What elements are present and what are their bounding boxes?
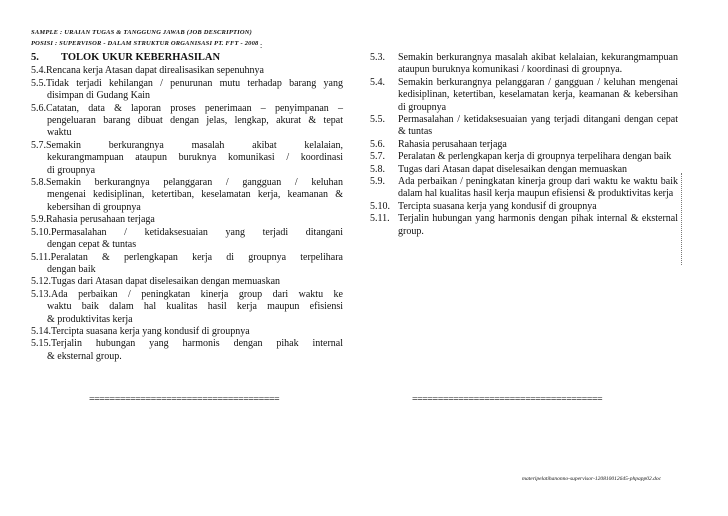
item-text: Tugas dari Atasan dapat diselesaikan dengan memuaskan bbox=[51, 276, 281, 288]
footer-filename: materipelatihanonno-supervisor-120810012645-phpapp02.doc bbox=[522, 476, 662, 482]
item-text: Permasalahan / ketidaksesuaian yang terjadi ditangani bbox=[51, 226, 343, 238]
item-text: Semakin berkurangnya pelanggaran / gangguan / keluhan mengenai kedisiplinan, ketertiban, keselamatan kerja, keamanan & kebersihan di groupnya bbox=[398, 76, 678, 113]
left-list-item bbox=[31, 338, 343, 363]
item-text: Semakin berkurangnya pelanggaran / gangguan / keluhan bbox=[46, 177, 343, 189]
item-number: 5.4. bbox=[31, 65, 46, 77]
left-list-item bbox=[31, 289, 343, 326]
right-item-list bbox=[370, 52, 678, 238]
item-number: 5.8. bbox=[370, 163, 385, 175]
left-list-item bbox=[31, 140, 343, 177]
item-number: 5.6. bbox=[370, 138, 385, 150]
item-number: 5.7. bbox=[370, 151, 385, 163]
right-list-item bbox=[370, 201, 678, 213]
item-continuation: kebersihan di groupnya bbox=[47, 201, 141, 213]
item-number: 5.3. bbox=[370, 52, 385, 63]
item-number: 5.8. bbox=[31, 177, 46, 189]
left-item-list bbox=[31, 65, 343, 363]
left-list-item bbox=[31, 252, 343, 277]
right-list-item bbox=[370, 176, 678, 201]
right-list-item bbox=[370, 52, 678, 77]
item-number: 5.11. bbox=[370, 213, 390, 225]
left-list-item bbox=[31, 214, 343, 226]
left-list-item bbox=[31, 326, 343, 338]
item-text: Terjalin hubungan yang harmonis dengan pihak internal & eksternal group. bbox=[398, 213, 678, 237]
item-number: 5.7. bbox=[31, 139, 46, 151]
item-continuation: dengan cepat & tuntas bbox=[47, 239, 137, 251]
item-continuation: di groupnya bbox=[47, 164, 96, 176]
item-number: 5.6. bbox=[31, 102, 46, 114]
item-text: Peralatan & perlengkapan kerja di groupnya terpelihara bbox=[50, 251, 343, 263]
item-text: Semakin berkurangnya masalah akibat kelalaian, bbox=[46, 139, 343, 151]
right-list-item bbox=[370, 139, 678, 151]
left-list-item bbox=[31, 103, 343, 140]
item-text: Tugas dari Atasan dapat diselesaikan dengan memuaskan bbox=[398, 163, 628, 175]
item-text: Terjalin hubungan yang harmonis dengan pihak internal bbox=[51, 338, 343, 350]
item-number: 5.5. bbox=[370, 114, 385, 126]
item-text: Ada perbaikan / peningkatan kinerja group dari waktu ke waktu baik dalam hal kualitas hasil kerja maupun efisiensi & produktivitas kerja bbox=[398, 176, 678, 200]
item-continuation: kekurangmampuan ataupun buruknya komunikasi / koordinasi bbox=[47, 152, 343, 164]
section-title: TOLOK UKUR KEBERHASILAN bbox=[61, 52, 221, 63]
item-continuation: & produktivitas kerja bbox=[47, 313, 133, 325]
item-text: Ada perbaikan / peningkatan kinerja group dari waktu ke bbox=[51, 288, 343, 300]
left-list-item bbox=[31, 65, 343, 77]
separator-right: ===================================== bbox=[412, 394, 603, 405]
item-continuation: pengeluaran barang dibuat dengan jelas, lengkap, akurat & tepat bbox=[47, 115, 343, 127]
right-list-item bbox=[370, 164, 678, 176]
item-number: 5.15. bbox=[31, 338, 51, 350]
right-list-item bbox=[370, 151, 678, 163]
item-text: Tidak terjadi kehilangan / penurunan mutu terhadap barang yang bbox=[46, 77, 343, 89]
header-line-2: POSISI : SUPERVISOR - DALAM STRUKTUR ORGANISASI PT. FFT - 2008 bbox=[31, 40, 259, 47]
item-text: Rahasia perusahaan terjaga bbox=[398, 138, 507, 150]
right-list-item bbox=[370, 114, 678, 139]
item-text: Rahasia perusahaan terjaga bbox=[46, 214, 155, 226]
header-line-1: SAMPLE : URAIAN TUGAS & TANGGUNG JAWAB (JOB DESCRIPTION) bbox=[31, 29, 253, 36]
item-number: 5.11. bbox=[31, 251, 51, 263]
item-continuation: waktu bbox=[47, 127, 72, 139]
left-list-item bbox=[31, 78, 343, 103]
item-number: 5.14. bbox=[31, 325, 51, 337]
section-heading bbox=[31, 52, 343, 64]
item-text: Tercipta suasana kerja yang kondusif di groupnya bbox=[51, 325, 250, 337]
item-continuation: waktu baik dalam hal kualitas hasil kerja maupun efisiensi bbox=[47, 301, 343, 313]
item-number: 5.9. bbox=[370, 176, 385, 188]
item-number: 5.9. bbox=[31, 214, 46, 226]
item-number: 5.5. bbox=[31, 77, 46, 89]
item-text: Semakin berkurangnya masalah akibat kelalaian, kekurangmampuan ataupun buruknya komunikasi / koordinasi di groupnya. bbox=[398, 52, 678, 76]
item-text: Catatan, data & laporan proses penerimaan – penyimpanan – bbox=[46, 102, 343, 114]
item-continuation: disimpan di Gudang Kain bbox=[47, 90, 151, 102]
right-column bbox=[370, 52, 678, 238]
item-number: 5.10. bbox=[370, 200, 390, 212]
item-number: 5.4. bbox=[370, 76, 385, 88]
item-continuation: mengenai kedisiplinan, ketertiban, keselamatan kerja, keamanan & bbox=[47, 189, 343, 201]
item-continuation: dengan baik bbox=[47, 263, 96, 275]
item-text: Peralatan & perlengkapan kerja di groupnya terpelihara dengan baik bbox=[398, 151, 672, 163]
item-number: 5.12. bbox=[31, 276, 51, 288]
section-number: 5. bbox=[31, 52, 39, 63]
right-list-item bbox=[370, 213, 678, 238]
left-list-item bbox=[31, 177, 343, 214]
item-text: Tercipta suasana kerja yang kondusif di groupnya bbox=[398, 200, 597, 212]
item-text: Permasalahan / ketidaksesuaian yang terjadi ditangani dengan cepat & tuntas bbox=[398, 114, 678, 138]
right-list-item bbox=[370, 77, 678, 114]
dotted-margin-line bbox=[681, 173, 682, 265]
header-mark: : bbox=[260, 41, 263, 50]
item-continuation: & eksternal group. bbox=[47, 350, 122, 362]
item-number: 5.10. bbox=[31, 226, 51, 238]
left-list-item bbox=[31, 227, 343, 252]
left-list-item bbox=[31, 276, 343, 288]
item-number: 5.13. bbox=[31, 288, 51, 300]
left-column bbox=[31, 52, 343, 363]
separator-left: ===================================== bbox=[89, 394, 280, 405]
item-text: Rencana kerja Atasan dapat direalisasikan sepenuhnya bbox=[46, 65, 264, 77]
